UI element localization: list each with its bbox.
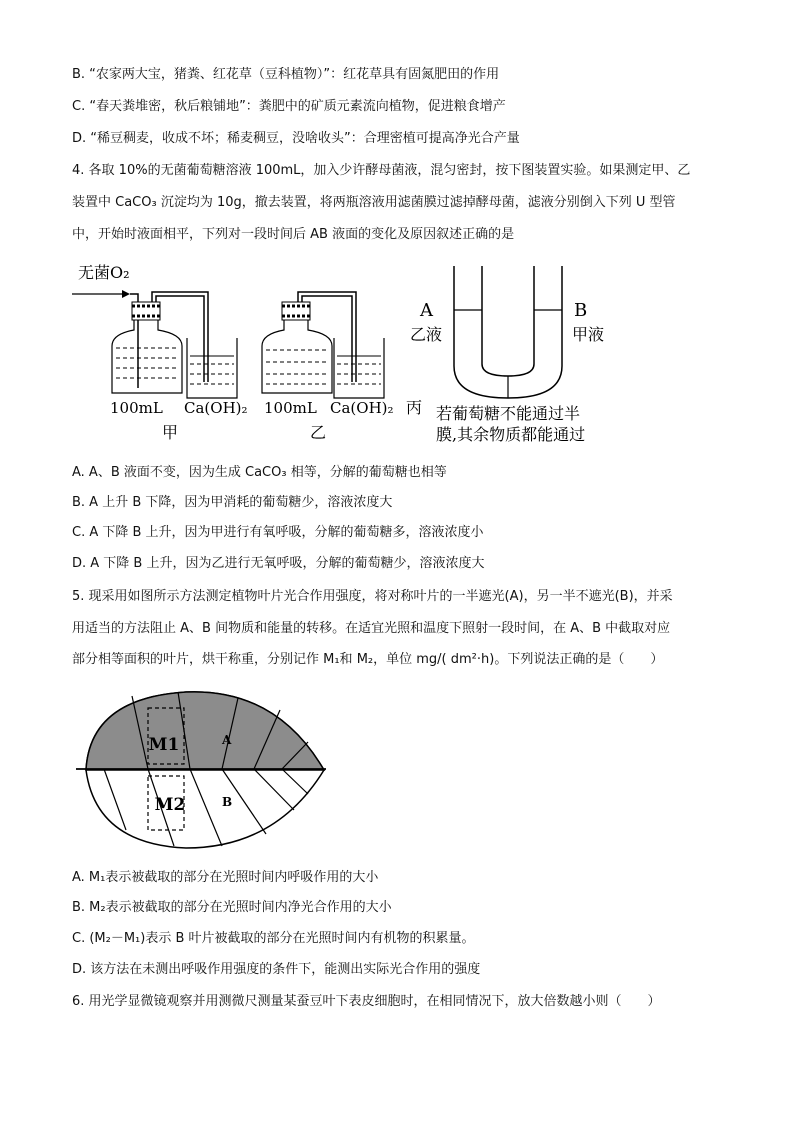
q3-option-c: C. “春天粪堆密，秋后粮铺地”：粪肥中的矿质元素流向植物，促进粮食增产: [72, 99, 506, 114]
label-yi: 乙: [310, 423, 327, 442]
q4-option-b: B. A 上升 B 下降，因为甲消耗的葡萄糖少，溶液浓度大: [72, 495, 393, 510]
q4-option-c: C. A 下降 B 上升，因为甲进行有氧呼吸，分解的葡萄糖多，溶液浓度小: [72, 525, 484, 540]
q4-stem-line2: 装置中 CaCO₃ 沉淀均为 10g，撤去装置，将两瓶溶液用滤菌膜过滤掉酵母菌，滤液分别倒入下列 U 型管: [72, 195, 676, 210]
q4-apparatus-figure: [72, 258, 632, 448]
label-A: A: [420, 300, 433, 321]
q5-option-d: D. 该方法在未测出呼吸作用强度的条件下，能测出实际光合作用的强度: [72, 962, 481, 977]
label-jia: 甲: [162, 423, 179, 442]
membrane-note-1: 若葡萄糖不能通过半: [436, 404, 581, 423]
flask-volume-jia: 100mL: [110, 399, 163, 417]
label-B: B: [574, 300, 588, 321]
q4-stem-line1: 4. 各取 10%的无菌葡萄糖溶液 100mL，加入少许酵母菌液，混匀密封，按下图装置实验。如果测定甲、乙: [72, 163, 691, 178]
flask-yi: [262, 292, 356, 393]
caoh2-jia: Ca(OH)₂: [184, 399, 248, 417]
membrane-note-2: 膜,其余物质都能通过: [436, 425, 586, 444]
label-M2: M2: [154, 795, 186, 815]
label-bing: 丙: [406, 398, 423, 417]
flask-volume-yi: 100mL: [264, 399, 317, 417]
q4-stem-line3: 中，开始时液面相平，下列对一段时间后 AB 液面的变化及原因叙述正确的是: [72, 227, 515, 242]
label-leaf-B: B: [222, 795, 233, 809]
q5-stem-line3: 部分相等面积的叶片，烘干称重，分别记作 M₁和 M₂，单位 mg/( dm²·h)。下列说法正确的是（ ）: [72, 652, 664, 667]
q6-stem: 6. 用光学显微镜观察并用测微尺测量某蚕豆叶下表皮细胞时，在相同情况下，放大倍数越小则（ ）: [72, 994, 661, 1009]
o2-label: 无菌O₂: [78, 263, 130, 282]
q4-option-a: A. A、B 液面不变，因为生成 CaCO₃ 相等，分解的葡萄糖也相等: [72, 465, 447, 480]
flask-jia: [112, 292, 208, 393]
q5-stem-line2: 用适当的方法阻止 A、B 间物质和能量的转移。在适宜光照和温度下照射一段时间，在 A、B 中截取对应: [72, 621, 671, 636]
label-leaf-A: A: [222, 733, 232, 747]
beaker-jia: [187, 338, 237, 398]
q4-option-d: D. A 下降 B 上升，因为乙进行无氧呼吸，分解的葡萄糖少，溶液浓度大: [72, 556, 485, 571]
q5-stem-line1: 5. 现采用如图所示方法测定植物叶片光合作用强度，将对称叶片的一半遮光(A)，另一半不遮光(B)，并采: [72, 589, 673, 604]
q5-option-a: A. M₁表示被截取的部分在光照时间内呼吸作用的大小: [72, 870, 379, 885]
q3-option-b: B. “农家两大宝，猪粪、红花草（豆科植物）”：红花草具有固氮肥田的作用: [72, 67, 500, 82]
beaker-yi: [334, 338, 384, 398]
liquid-yi: 乙液: [410, 325, 443, 344]
label-M1: M1: [148, 735, 180, 755]
caoh2-yi: Ca(OH)₂: [330, 399, 394, 417]
q5-leaf-figure: [76, 688, 336, 858]
q5-option-c: C. (M₂－M₁)表示 B 叶片被截取的部分在光照时间内有机物的积累量。: [72, 931, 475, 946]
q3-option-d: D. “稀豆稠麦，收成不坏；稀麦稠豆，没啥收头”：合理密植可提高净光合产量: [72, 131, 520, 146]
q5-option-b: B. M₂表示被截取的部分在光照时间内净光合作用的大小: [72, 900, 392, 915]
u-tube: [454, 266, 562, 398]
liquid-jia: 甲液: [572, 325, 605, 344]
